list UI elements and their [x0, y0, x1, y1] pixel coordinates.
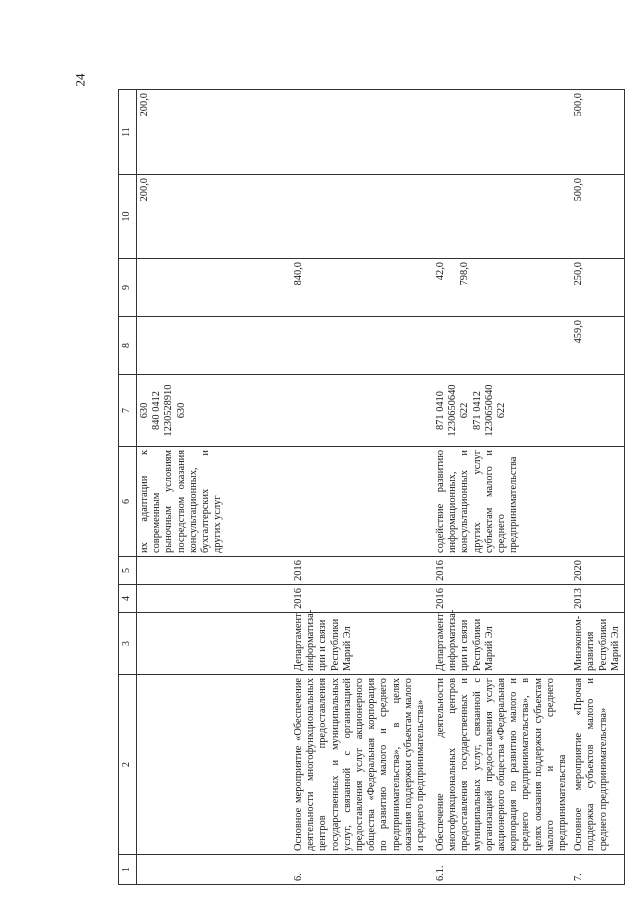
cell-col10 — [433, 175, 571, 259]
cell-year-start — [137, 585, 292, 613]
cell-col9 — [137, 259, 292, 317]
cell-result: их адаптации к современным рыночным условиям посредством оказания консультационных, бухгалтерских и других услуг — [137, 447, 292, 557]
cell-col10 — [291, 175, 433, 259]
cell-result — [291, 447, 433, 557]
cell-code — [291, 375, 433, 447]
cell-code: 630 840 0412 1230528910 630 — [137, 375, 292, 447]
cell-col8 — [433, 317, 571, 375]
cell-code: 871 0410 1230650640 622 871 0412 1230650640 622 — [433, 375, 571, 447]
rotated-table-wrapper — [118, 90, 621, 885]
cell-col10: 500,0 — [571, 175, 624, 259]
cell-num — [137, 855, 292, 885]
cell-col11: 200,0 — [137, 90, 292, 175]
cell-year-start: 2013 — [571, 585, 624, 613]
col-header-1: 1 — [119, 855, 137, 885]
cell-year-end: 2016 — [291, 557, 433, 585]
cell-year-end: 2016 — [433, 557, 571, 585]
table-row — [137, 90, 292, 885]
cell-year-end — [137, 557, 292, 585]
cell-result: содействие развитию информационных, консультационных и других услуг субъектам малого и среднего предпринимательства — [433, 447, 571, 557]
cell-org: Департамент информатиза-ции и связи Республики Марий Эл — [291, 613, 433, 675]
page-number: 24 — [72, 73, 88, 87]
col-header-8: 8 — [119, 317, 137, 375]
cell-col9: 250,0 — [571, 259, 624, 317]
cell-col8 — [137, 317, 292, 375]
cell-col11: 500,0 — [571, 90, 624, 175]
cell-num: 6.1. — [433, 855, 571, 885]
program-table — [118, 89, 625, 885]
cell-code — [571, 375, 624, 447]
cell-num: 6. — [291, 855, 433, 885]
cell-name: Основное мероприятие «Прочая поддержка субъектов малого и среднего предпринимательства» — [571, 675, 624, 855]
col-header-2: 2 — [119, 675, 137, 855]
cell-year-end: 2020 — [571, 557, 624, 585]
cell-result — [571, 447, 624, 557]
col-header-10: 10 — [119, 175, 137, 259]
table-row — [571, 90, 624, 885]
col-header-9: 9 — [119, 259, 137, 317]
cell-org — [137, 613, 292, 675]
cell-col11 — [291, 90, 433, 175]
cell-org: Минэконом-развития Республики Марий Эл — [571, 613, 624, 675]
header-row — [119, 90, 137, 885]
cell-col9: 42,0 798,0 — [433, 259, 571, 317]
col-header-11: 11 — [119, 90, 137, 175]
cell-num: 7. — [571, 855, 624, 885]
table-row — [433, 90, 571, 885]
cell-org: Департамент информатиза-ции и связи Республики Марий Эл — [433, 613, 571, 675]
col-header-4: 4 — [119, 585, 137, 613]
table-row — [291, 90, 433, 885]
cell-col9: 840,0 — [291, 259, 433, 317]
col-header-7: 7 — [119, 375, 137, 447]
cell-col8: 459,0 — [571, 317, 624, 375]
col-header-3: 3 — [119, 613, 137, 675]
cell-name: Основное мероприятие «Обеспечение деятельности многофункциональных центров предоставления государственных и муниципальных услуг, связанной с организацией предоставления услуг акционерного общества «Федеральная корпорация по развитию малого и среднего предпринимательства», в целях оказания поддержки субъектам малого и среднего предпринимательства» — [291, 675, 433, 855]
col-header-5: 5 — [119, 557, 137, 585]
cell-name: Обеспечение деятельности многофункциональных центров предоставления государственных и муниципальных услуг, связанной с организацией предоставления услуг акционерного общества «Федеральная корпорация по развитию малого и среднего предпринимательства», в целях оказания поддержки субъектам малого и среднего предпринимательства — [433, 675, 571, 855]
cell-col8 — [291, 317, 433, 375]
cell-col10: 200,0 — [137, 175, 292, 259]
col-header-6: 6 — [119, 447, 137, 557]
cell-year-start: 2016 — [291, 585, 433, 613]
cell-year-start: 2016 — [433, 585, 571, 613]
cell-col11 — [433, 90, 571, 175]
cell-name — [137, 675, 292, 855]
